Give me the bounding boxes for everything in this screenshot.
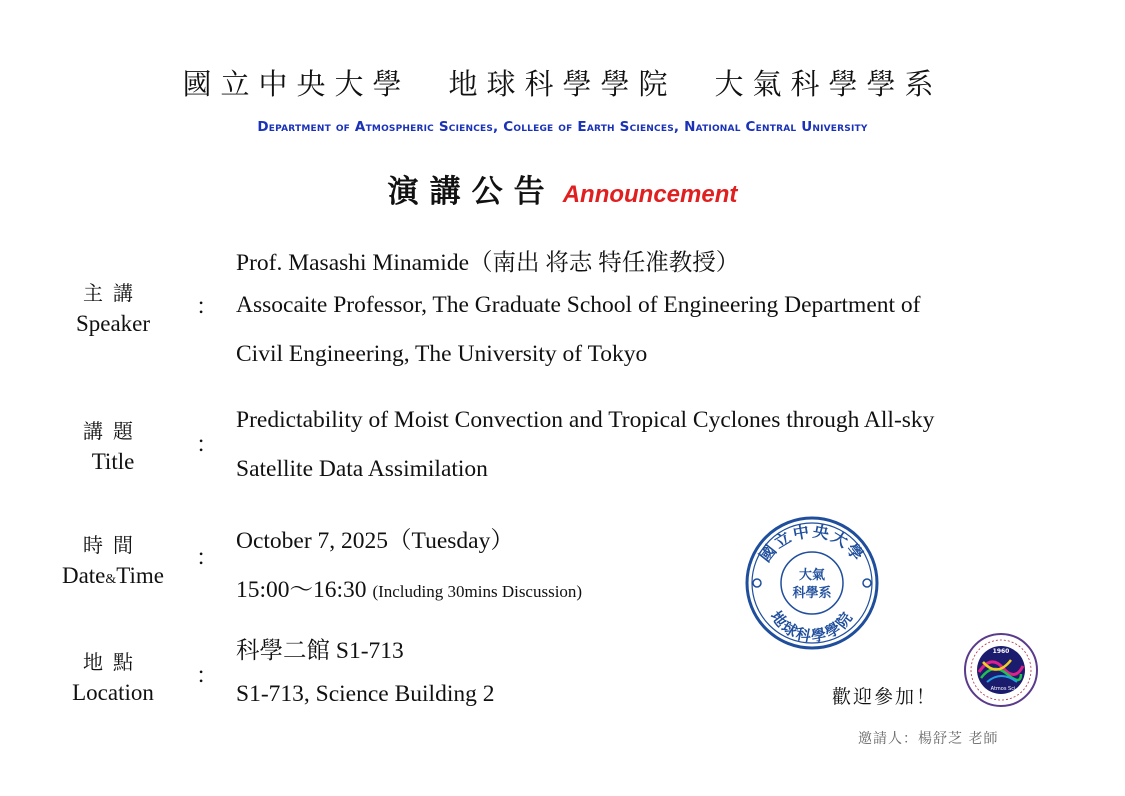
department-logo [963,632,1039,708]
speaker-label-en: Speaker [75,311,151,336]
talk-title-2: Satellite Data Assimilation [236,456,488,482]
time-colon: ： [196,546,219,571]
speaker-affiliation-2: Civil Engineering, The University of Tokyo [236,341,648,367]
welcome-text: 歡迎參加！ [832,686,938,708]
svg-text:地球科學學院: 地球科學學院 [766,607,858,646]
university-title-cn: 國立中央大學 地球科學學院 大氣科學學系 [182,67,943,101]
speaker-label [53,277,173,339]
talk-time: 15:00～16:30 (Including 30mins Discussion) [236,577,583,603]
speaker-colon: ： [196,295,219,320]
speaker-name: Prof. Masashi Minamide（南出 将志 特任准教授） [236,250,740,276]
time-note: (Including 30mins Discussion) [372,582,583,601]
talk-title-1: Predictability of Moist Convection and Tropical Cyclones through All-sky [236,407,935,433]
department-title-en: Department of Atmospheric Sciences, College of Earth Sciences, National Central University [257,119,868,135]
announcement-en: Announcement [562,181,738,208]
location-label-cn: 地點 [83,650,143,674]
time-label-en: Date&Time [61,563,165,588]
announcement-heading [0,166,1125,211]
inviter-text: 邀請人：楊舒芝 老師 [858,731,999,747]
speaker-affiliation-1: Assocaite Professor, The Graduate School of Engineering Department of [236,292,921,318]
svg-text:科學系: 科學系 [792,586,832,601]
location-colon: ： [196,664,219,689]
topic-label-cn: 講題 [83,419,143,443]
svg-text:Atmos Sci: Atmos Sci [990,686,1016,692]
topic-label-en: Title [91,449,135,474]
location-en: S1-713, Science Building 2 [236,681,495,707]
time-label [53,529,173,595]
svg-text:大氣: 大氣 [798,568,826,583]
location-cn: 科學二館 S1-713 [236,638,404,664]
department-seal [744,515,880,651]
location-label-en: Location [72,680,154,705]
location-label [53,646,173,708]
time-label-cn: 時間 [83,533,143,557]
talk-date: October 7, 2025（Tuesday） [236,528,514,554]
svg-text:國立中央大學: 國立中央大學 [755,521,869,566]
announcement-cn: 演講公告 [387,174,556,210]
svg-text:1960: 1960 [992,648,1010,655]
topic-label [53,415,173,477]
topic-colon: ： [196,433,219,458]
speaker-label-cn: 主講 [83,281,143,305]
